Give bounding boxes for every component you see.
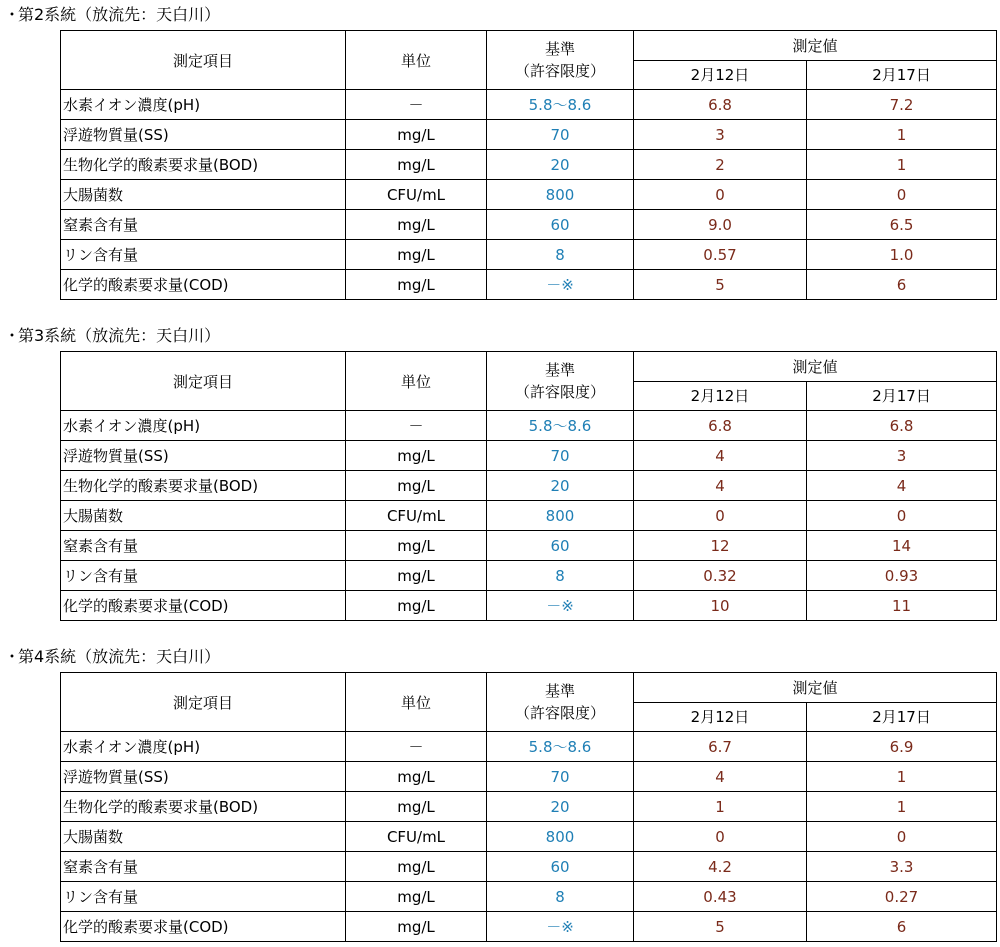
cell-value-date2: 1.0 bbox=[807, 240, 997, 270]
cell-item: 化学的酸素要求量(COD) bbox=[61, 270, 346, 300]
cell-unit: mg/L bbox=[346, 852, 487, 882]
cell-item: 生物化学的酸素要求量(BOD) bbox=[61, 792, 346, 822]
cell-unit: mg/L bbox=[346, 120, 487, 150]
header-measured: 測定値 bbox=[634, 31, 997, 61]
cell-unit: － bbox=[346, 411, 487, 441]
cell-standard: 20 bbox=[487, 471, 634, 501]
cell-standard: 800 bbox=[487, 501, 634, 531]
cell-value-date2: 3 bbox=[807, 441, 997, 471]
cell-value-date2: 1 bbox=[807, 120, 997, 150]
section-title-text: 第2系統（放流先：天白川） bbox=[18, 5, 221, 24]
cell-item: 窒素含有量 bbox=[61, 852, 346, 882]
cell-standard: 60 bbox=[487, 210, 634, 240]
header-item: 測定項目 bbox=[61, 31, 346, 90]
bullet-dot: ・ bbox=[4, 326, 21, 345]
cell-standard: 5.8～8.6 bbox=[487, 732, 634, 762]
cell-item: 窒素含有量 bbox=[61, 531, 346, 561]
cell-value-date2: 6 bbox=[807, 912, 997, 942]
cell-value-date1: 6.8 bbox=[634, 90, 807, 120]
header-row bbox=[61, 352, 997, 382]
table-row bbox=[61, 120, 997, 150]
cell-value-date2: 11 bbox=[807, 591, 997, 621]
cell-unit: mg/L bbox=[346, 792, 487, 822]
header-measured: 測定値 bbox=[634, 352, 997, 382]
header-unit: 単位 bbox=[346, 352, 487, 411]
cell-item: 大腸菌数 bbox=[61, 501, 346, 531]
cell-item: 大腸菌数 bbox=[61, 822, 346, 852]
cell-item: 化学的酸素要求量(COD) bbox=[61, 912, 346, 942]
cell-value-date1: 0 bbox=[634, 180, 807, 210]
cell-unit: － bbox=[346, 732, 487, 762]
table-row bbox=[61, 732, 997, 762]
cell-standard: 20 bbox=[487, 150, 634, 180]
cell-standard: －※ bbox=[487, 591, 634, 621]
header-date1: 2月12日 bbox=[634, 702, 807, 732]
cell-unit: mg/L bbox=[346, 591, 487, 621]
cell-value-date1: 4 bbox=[634, 441, 807, 471]
cell-standard: 20 bbox=[487, 792, 634, 822]
cell-value-date2: 0.93 bbox=[807, 561, 997, 591]
cell-value-date1: 10 bbox=[634, 591, 807, 621]
header-date2: 2月17日 bbox=[807, 60, 997, 90]
table-row bbox=[61, 150, 997, 180]
cell-unit: mg/L bbox=[346, 762, 487, 792]
cell-value-date2: 1 bbox=[807, 150, 997, 180]
table-row bbox=[61, 441, 997, 471]
section-title bbox=[0, 0, 1000, 30]
section-title bbox=[0, 642, 1000, 672]
cell-item: 水素イオン濃度(pH) bbox=[61, 411, 346, 441]
cell-value-date2: 0 bbox=[807, 501, 997, 531]
section-spacer bbox=[0, 300, 1000, 321]
cell-value-date1: 4 bbox=[634, 471, 807, 501]
cell-unit: mg/L bbox=[346, 441, 487, 471]
cell-value-date1: 0.32 bbox=[634, 561, 807, 591]
cell-unit: mg/L bbox=[346, 561, 487, 591]
header-standard-line1: 基準 bbox=[544, 361, 575, 379]
cell-unit: CFU/mL bbox=[346, 180, 487, 210]
table-row bbox=[61, 852, 997, 882]
cell-value-date1: 0 bbox=[634, 501, 807, 531]
header-standard bbox=[487, 352, 634, 411]
cell-value-date2: 0.27 bbox=[807, 882, 997, 912]
cell-standard: －※ bbox=[487, 912, 634, 942]
cell-unit: mg/L bbox=[346, 531, 487, 561]
cell-unit: CFU/mL bbox=[346, 822, 487, 852]
header-standard-line1: 基準 bbox=[544, 682, 575, 700]
bullet-dot: ・ bbox=[4, 647, 21, 666]
header-unit: 単位 bbox=[346, 31, 487, 90]
table-row bbox=[61, 90, 997, 120]
cell-item: 生物化学的酸素要求量(BOD) bbox=[61, 150, 346, 180]
cell-value-date2: 0 bbox=[807, 822, 997, 852]
cell-item: 窒素含有量 bbox=[61, 210, 346, 240]
cell-unit: mg/L bbox=[346, 270, 487, 300]
header-standard-line2: （許容限度） bbox=[514, 62, 605, 80]
cell-item: リン含有量 bbox=[61, 561, 346, 591]
cell-value-date1: 3 bbox=[634, 120, 807, 150]
cell-item: リン含有量 bbox=[61, 240, 346, 270]
header-standard bbox=[487, 673, 634, 732]
cell-value-date2: 6.9 bbox=[807, 732, 997, 762]
table-row bbox=[61, 531, 997, 561]
cell-value-date2: 1 bbox=[807, 792, 997, 822]
cell-value-date1: 6.8 bbox=[634, 411, 807, 441]
table-row bbox=[61, 561, 997, 591]
cell-value-date1: 12 bbox=[634, 531, 807, 561]
cell-value-date1: 4 bbox=[634, 762, 807, 792]
cell-value-date1: 6.7 bbox=[634, 732, 807, 762]
cell-value-date2: 14 bbox=[807, 531, 997, 561]
cell-item: 浮遊物質量(SS) bbox=[61, 441, 346, 471]
section-spacer bbox=[0, 621, 1000, 642]
header-standard-line2: （許容限度） bbox=[514, 704, 605, 722]
cell-value-date2: 0 bbox=[807, 180, 997, 210]
cell-value-date1: 9.0 bbox=[634, 210, 807, 240]
cell-item: 浮遊物質量(SS) bbox=[61, 762, 346, 792]
cell-standard: 70 bbox=[487, 441, 634, 471]
cell-value-date2: 6.8 bbox=[807, 411, 997, 441]
cell-unit: mg/L bbox=[346, 882, 487, 912]
cell-standard: 8 bbox=[487, 882, 634, 912]
header-date1: 2月12日 bbox=[634, 60, 807, 90]
cell-value-date1: 5 bbox=[634, 270, 807, 300]
cell-value-date1: 0.57 bbox=[634, 240, 807, 270]
cell-unit: mg/L bbox=[346, 240, 487, 270]
cell-item: 大腸菌数 bbox=[61, 180, 346, 210]
header-standard-line1: 基準 bbox=[544, 40, 575, 58]
header-row bbox=[61, 31, 997, 61]
table-row bbox=[61, 471, 997, 501]
cell-value-date1: 1 bbox=[634, 792, 807, 822]
table-row bbox=[61, 882, 997, 912]
cell-value-date1: 4.2 bbox=[634, 852, 807, 882]
cell-standard: 8 bbox=[487, 561, 634, 591]
measurement-table bbox=[60, 351, 997, 621]
cell-item: 化学的酸素要求量(COD) bbox=[61, 591, 346, 621]
cell-standard: 70 bbox=[487, 762, 634, 792]
section-title-text: 第4系統（放流先：天白川） bbox=[18, 647, 221, 666]
cell-value-date2: 3.3 bbox=[807, 852, 997, 882]
cell-unit: mg/L bbox=[346, 912, 487, 942]
section-title bbox=[0, 321, 1000, 351]
cell-item: 生物化学的酸素要求量(BOD) bbox=[61, 471, 346, 501]
table-row bbox=[61, 210, 997, 240]
cell-item: リン含有量 bbox=[61, 882, 346, 912]
cell-value-date1: 2 bbox=[634, 150, 807, 180]
section-title-text: 第3系統（放流先：天白川） bbox=[18, 326, 221, 345]
cell-standard: 70 bbox=[487, 120, 634, 150]
cell-value-date2: 4 bbox=[807, 471, 997, 501]
header-standard-line2: （許容限度） bbox=[514, 383, 605, 401]
table-row bbox=[61, 762, 997, 792]
table-row bbox=[61, 240, 997, 270]
measurement-table bbox=[60, 30, 997, 300]
cell-standard: －※ bbox=[487, 270, 634, 300]
cell-standard: 800 bbox=[487, 180, 634, 210]
table-row bbox=[61, 411, 997, 441]
cell-value-date1: 0 bbox=[634, 822, 807, 852]
cell-standard: 5.8～8.6 bbox=[487, 90, 634, 120]
bullet-dot: ・ bbox=[4, 5, 21, 24]
header-standard bbox=[487, 31, 634, 90]
header-date2: 2月17日 bbox=[807, 381, 997, 411]
header-date2: 2月17日 bbox=[807, 702, 997, 732]
header-row bbox=[61, 673, 997, 703]
header-item: 測定項目 bbox=[61, 352, 346, 411]
cell-standard: 60 bbox=[487, 531, 634, 561]
cell-standard: 800 bbox=[487, 822, 634, 852]
header-date1: 2月12日 bbox=[634, 381, 807, 411]
cell-standard: 60 bbox=[487, 852, 634, 882]
measurement-table bbox=[60, 672, 997, 942]
table-row bbox=[61, 591, 997, 621]
cell-value-date2: 6.5 bbox=[807, 210, 997, 240]
table-row bbox=[61, 270, 997, 300]
cell-unit: mg/L bbox=[346, 210, 487, 240]
table-row bbox=[61, 180, 997, 210]
cell-standard: 8 bbox=[487, 240, 634, 270]
cell-value-date2: 1 bbox=[807, 762, 997, 792]
cell-item: 水素イオン濃度(pH) bbox=[61, 732, 346, 762]
table-row bbox=[61, 501, 997, 531]
table-row bbox=[61, 822, 997, 852]
cell-value-date1: 0.43 bbox=[634, 882, 807, 912]
table-row bbox=[61, 912, 997, 942]
cell-item: 浮遊物質量(SS) bbox=[61, 120, 346, 150]
cell-standard: 5.8～8.6 bbox=[487, 411, 634, 441]
cell-value-date1: 5 bbox=[634, 912, 807, 942]
cell-value-date2: 6 bbox=[807, 270, 997, 300]
cell-item: 水素イオン濃度(pH) bbox=[61, 90, 346, 120]
cell-unit: － bbox=[346, 90, 487, 120]
header-measured: 測定値 bbox=[634, 673, 997, 703]
header-item: 測定項目 bbox=[61, 673, 346, 732]
cell-value-date2: 7.2 bbox=[807, 90, 997, 120]
cell-unit: mg/L bbox=[346, 150, 487, 180]
cell-unit: mg/L bbox=[346, 471, 487, 501]
header-unit: 単位 bbox=[346, 673, 487, 732]
table-row bbox=[61, 792, 997, 822]
cell-unit: CFU/mL bbox=[346, 501, 487, 531]
